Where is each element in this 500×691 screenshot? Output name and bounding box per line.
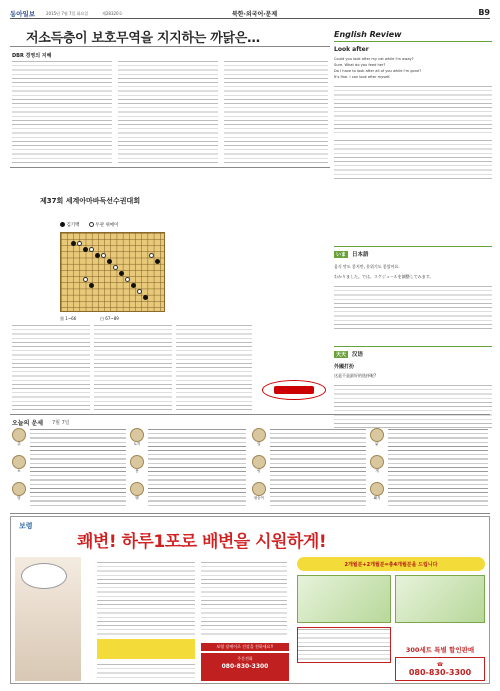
player-white: 두관 위메이 bbox=[95, 223, 119, 228]
player-black: 김기백 bbox=[66, 223, 80, 228]
english-review-notes bbox=[334, 139, 492, 179]
english-line: Sure. What do you feed her? bbox=[334, 63, 386, 67]
english-review-body bbox=[334, 85, 492, 133]
article-body-col3 bbox=[224, 60, 328, 164]
ad-headline: 쾌변! 하루1포로 배변을 시원하게! bbox=[77, 532, 327, 552]
horoscope-text bbox=[388, 428, 488, 508]
page-number: B9 bbox=[478, 8, 490, 17]
promo-strip bbox=[297, 557, 485, 571]
horoscope-grid bbox=[12, 428, 492, 510]
stone bbox=[89, 283, 94, 288]
rat-icon bbox=[12, 428, 26, 442]
article-body-col2 bbox=[118, 60, 218, 164]
sheep-icon bbox=[252, 455, 266, 469]
stone bbox=[101, 253, 106, 258]
stone bbox=[143, 295, 148, 300]
sign-label: 원숭이 bbox=[253, 496, 265, 500]
divider bbox=[10, 46, 330, 47]
ox-icon bbox=[12, 455, 26, 469]
stone bbox=[95, 253, 100, 258]
ad-features bbox=[297, 627, 391, 663]
chinese-badge: 天天 bbox=[336, 351, 347, 358]
article-body-col1 bbox=[12, 60, 112, 164]
english-review-box bbox=[334, 30, 492, 230]
stone bbox=[119, 271, 124, 276]
edition-number: 제28320호 bbox=[102, 10, 123, 16]
english-line: Could you look after my cat while I'm away? bbox=[334, 57, 414, 61]
stone bbox=[83, 277, 88, 282]
go-caption: 白 67~89 bbox=[100, 316, 119, 321]
go-caption: 黑 1~66 bbox=[60, 316, 77, 321]
rabbit-icon bbox=[130, 428, 144, 442]
sign-label: 돼지 bbox=[373, 496, 381, 500]
chinese-headword: 外國打扮 bbox=[334, 364, 355, 370]
japanese-body bbox=[334, 285, 492, 329]
masthead-brand: 동아일보 bbox=[10, 10, 36, 18]
sponsor-logo bbox=[262, 380, 326, 400]
product-box-photo bbox=[297, 575, 391, 623]
dateline: 2015년 7월 7일 화요일 bbox=[46, 10, 89, 16]
monkey-icon bbox=[252, 482, 266, 496]
pig-icon bbox=[370, 482, 384, 496]
sign-label: 용 bbox=[135, 469, 139, 473]
divider bbox=[10, 513, 490, 514]
stone bbox=[137, 289, 142, 294]
stone bbox=[113, 265, 118, 270]
horoscope-text bbox=[30, 428, 126, 508]
sign-label: 닭 bbox=[375, 442, 379, 446]
sponsor-logo-mark bbox=[274, 386, 314, 394]
stone bbox=[89, 247, 94, 252]
order-phone: 080-830-3300 bbox=[408, 667, 472, 677]
divider bbox=[10, 167, 330, 168]
column-headline: 저소득층이 보호무역을 지지하는 까닭은… bbox=[26, 31, 260, 46]
chinese-body bbox=[334, 384, 492, 428]
stone bbox=[71, 241, 76, 246]
go-players bbox=[60, 222, 119, 228]
ad-tagline: 보령 장케어로 건강을 전하세요!! bbox=[201, 643, 289, 651]
chinese-title: 汉语 bbox=[352, 352, 364, 358]
sign-label: 소 bbox=[17, 469, 21, 473]
phone-icon: ☎ bbox=[436, 661, 444, 668]
tiger-icon bbox=[12, 482, 26, 496]
japanese-sentence-kr: 음식 맛도 좋지만, 분위기도 좋았어요. bbox=[334, 264, 400, 269]
order-label: 주문전화 bbox=[237, 656, 253, 661]
japanese-sentence-jp: わかりました。では、スケジュールを調整してみます。 bbox=[334, 274, 434, 279]
english-review-title: English Review bbox=[334, 30, 492, 42]
stone bbox=[83, 247, 88, 252]
sign-label: 말 bbox=[257, 442, 261, 446]
divider bbox=[10, 414, 490, 415]
go-title: 제37회 세계아마바둑선수권대회 bbox=[40, 197, 141, 205]
horse-icon bbox=[252, 428, 266, 442]
japanese-title: 日本語 bbox=[352, 252, 369, 258]
column-kicker: DBR 경영의 지혜 bbox=[12, 53, 52, 59]
dragon-icon bbox=[130, 455, 144, 469]
stone bbox=[125, 277, 130, 282]
rooster-icon bbox=[370, 428, 384, 442]
go-board bbox=[60, 232, 165, 312]
japanese-badge: いま bbox=[336, 251, 347, 258]
stone bbox=[77, 241, 82, 246]
promo-banner bbox=[201, 653, 289, 681]
product-box-photo bbox=[395, 575, 485, 623]
sign-label: 뱀 bbox=[135, 496, 139, 500]
sign-label: 개 bbox=[375, 469, 379, 473]
section-label: 북한·외국어·문제 bbox=[232, 11, 278, 18]
promo-text: 2개월분+2개월분=총4개월분을 드립니다 bbox=[344, 561, 438, 568]
horoscope-title: 오늘의 운세 bbox=[12, 420, 44, 427]
sign-label: 양 bbox=[257, 469, 261, 473]
snake-icon bbox=[130, 482, 144, 496]
ad-body-text bbox=[201, 561, 287, 637]
ad-yellow-callout bbox=[97, 639, 195, 659]
stone bbox=[107, 259, 112, 264]
speech-bubble bbox=[21, 563, 67, 589]
chinese-box bbox=[334, 346, 492, 436]
black-stone-icon bbox=[60, 222, 65, 227]
stone bbox=[155, 259, 160, 264]
order-phone-box[interactable] bbox=[395, 657, 485, 681]
advertisement bbox=[10, 516, 490, 684]
order-phone-mini: 080-830-3300 bbox=[221, 663, 269, 670]
english-line: Do I have to look after all of you while I'm gone? bbox=[334, 69, 422, 73]
chinese-sentence: 这是不是最好的选择呢? bbox=[334, 373, 377, 378]
sign-label: 범 bbox=[17, 496, 21, 500]
ad-body-text bbox=[97, 561, 195, 637]
go-commentary-col1 bbox=[12, 324, 90, 410]
sign-label: 쥐 bbox=[17, 442, 21, 446]
dog-icon bbox=[370, 455, 384, 469]
english-line: It's fine. I can look after myself. bbox=[334, 75, 391, 79]
horoscope-date: 7월 7일 bbox=[52, 420, 70, 426]
horoscope-text bbox=[270, 428, 366, 508]
sign-label: 토끼 bbox=[133, 442, 141, 446]
page-header bbox=[10, 8, 490, 19]
stone bbox=[149, 253, 154, 258]
english-review-subtitle: Look after bbox=[334, 46, 369, 53]
horoscope-text bbox=[148, 428, 246, 508]
sale-badge: 300세트 특별 할인판매 bbox=[405, 646, 475, 654]
ad-logo: 보령 bbox=[19, 522, 33, 530]
ad-body-text bbox=[97, 663, 195, 681]
go-commentary-col2 bbox=[94, 324, 172, 410]
japanese-box bbox=[334, 246, 492, 342]
go-commentary-col3 bbox=[176, 324, 252, 410]
stone bbox=[131, 283, 136, 288]
white-stone-icon bbox=[89, 222, 94, 227]
